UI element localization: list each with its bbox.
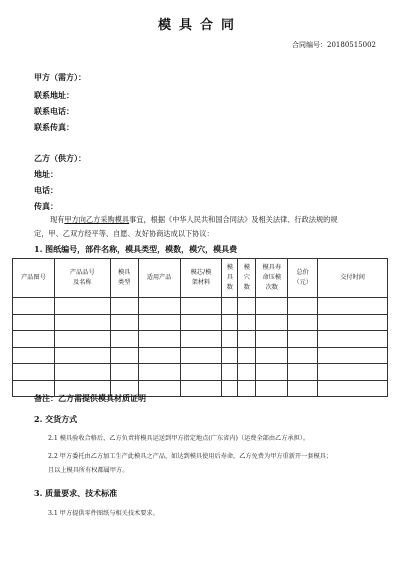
mold-table [12, 258, 388, 397]
table-cell [288, 331, 318, 348]
party-b-name: 乙方（供方）： [34, 153, 86, 163]
table-header-cell [13, 259, 55, 298]
table-header-text: 交付时间 [340, 274, 365, 281]
table-cell [54, 331, 110, 348]
table-header-cell [138, 259, 180, 298]
clause-3-1: 3.1 甲方提供零件图纸与相关技术要求。 [48, 510, 159, 517]
table-cell [180, 298, 222, 315]
contract-number: 合同编号：20180515002 [292, 41, 376, 49]
table-cell [138, 364, 180, 381]
table-header-text: （元） [293, 279, 312, 286]
table-header-text: 次数 [265, 284, 278, 291]
table-header-text: 产品品号 [69, 269, 95, 276]
section-3-heading: 3. 质量要求、技术标准 [34, 488, 118, 498]
table-cell [256, 298, 288, 315]
table-cell [110, 314, 138, 331]
table-cell [318, 298, 388, 315]
table-cell [138, 298, 180, 315]
table-header-text: 及名称 [73, 279, 92, 286]
table-cell [180, 364, 222, 381]
table-header-text: 数 [243, 284, 250, 291]
table-cell [222, 331, 238, 348]
table-cell [222, 314, 238, 331]
table-cell [222, 298, 238, 315]
party-b-fax: 传真： [34, 201, 58, 211]
table-header-cell [256, 259, 288, 298]
table-header-cell [318, 259, 388, 298]
table-row [13, 347, 388, 364]
table-header-text: 具 [226, 274, 233, 281]
table-cell [138, 331, 180, 348]
table-cell [13, 364, 55, 381]
table-row [13, 298, 388, 315]
table-header-text: 模具 [117, 269, 131, 276]
table-cell [13, 347, 55, 364]
table-cell [222, 347, 238, 364]
table-header-cell [180, 259, 222, 298]
party-a-phone: 联系电话： [34, 106, 74, 116]
table-cell [222, 380, 238, 397]
table-cell [288, 380, 318, 397]
table-cell [54, 347, 110, 364]
table-header-cell [222, 259, 238, 298]
table-row [13, 364, 388, 381]
table-cell [54, 298, 110, 315]
table-header-text: 命压模 [262, 274, 282, 281]
table-cell [138, 314, 180, 331]
table-header-text: 穴 [243, 274, 250, 281]
table-cell [238, 314, 256, 331]
table-cell [13, 331, 55, 348]
table-header-text: 产品图号 [21, 274, 46, 281]
table-cell [54, 314, 110, 331]
table-row [13, 314, 388, 331]
table-header-cell [54, 259, 110, 298]
clause-2-2-line-2: 且以上模具所有权都属甲方。 [48, 467, 129, 474]
table-cell [256, 314, 288, 331]
table-cell [110, 364, 138, 381]
table-cell [222, 364, 238, 381]
table-cell [256, 380, 288, 397]
table-cell [110, 331, 138, 348]
table-cell [288, 364, 318, 381]
table-row [13, 331, 388, 348]
table-header-text: 模具寿 [262, 264, 282, 271]
table-header-text: 类型 [117, 279, 131, 286]
table-header-cell [110, 259, 138, 298]
table-header-text: 模 [243, 264, 250, 271]
table-cell [238, 364, 256, 381]
table-cell [180, 347, 222, 364]
party-b-phone: 电话： [34, 185, 58, 195]
clause-2-2-line-1: 2.2 甲方委托由乙方加工生产此模具之产品，如达到模具使用后寿命，乙方免费为甲方重新开一套模具； [48, 453, 333, 460]
section-2-heading: 2. 交货方式 [34, 414, 78, 424]
table-header-text: 适用产品 [146, 274, 172, 281]
table-cell [318, 331, 388, 348]
table-header-text: 总价 [296, 269, 309, 276]
table-cell [13, 314, 55, 331]
section-1-heading: 1. 图纸编号，部件名称，模具类型，模数，模穴，模具费 [34, 244, 238, 254]
intro-line-2: 定，甲、乙双方经平等、自愿、友好协商达成以下协议： [34, 229, 214, 238]
table-cell [318, 347, 388, 364]
table-cell [138, 347, 180, 364]
party-a-name: 甲方（需方）： [34, 72, 86, 82]
clause-2-1: 2.1 模具验收合格后，乙方负责将模具运送到甲方指定地点(广东省内)（运费全部由乙方承担）。 [48, 435, 310, 442]
table-header-cell [238, 259, 256, 298]
table-cell [288, 298, 318, 315]
table-cell [256, 331, 288, 348]
table-header-text: 架材料 [191, 279, 211, 286]
table-cell [180, 331, 222, 348]
table-cell [238, 380, 256, 397]
table-header-row [13, 259, 388, 298]
table-cell [318, 314, 388, 331]
table-cell [180, 380, 222, 397]
table-cell [13, 298, 55, 315]
table-cell [54, 364, 110, 381]
contract-title: 模具合同 [157, 18, 242, 33]
table-cell [238, 331, 256, 348]
table-cell [256, 364, 288, 381]
table-cell [238, 298, 256, 315]
table-cell [256, 347, 288, 364]
table-cell [288, 347, 318, 364]
table-cell [110, 298, 138, 315]
intro-line-1: 现有甲方向乙方采购模具事宜，根据《中华人民共和国合同法》及相关法律、行政法规的规 [50, 215, 338, 224]
table-header-text: 模芯/模 [190, 269, 212, 276]
table-cell [180, 314, 222, 331]
intro-underlined: 甲方向乙方采购模具 [64, 215, 130, 224]
table-cell [288, 314, 318, 331]
table-note: 备注：乙方需提供模具材质证明 [34, 393, 146, 403]
party-a-address: 联系地址： [34, 90, 74, 100]
table-cell [110, 347, 138, 364]
table-cell [318, 364, 388, 381]
party-a-fax: 联系传真： [34, 122, 74, 132]
table-cell [238, 347, 256, 364]
table-header-cell [288, 259, 318, 298]
table-header-text: 模 [226, 264, 233, 271]
party-b-address: 地址： [34, 169, 58, 179]
table-cell [318, 380, 388, 397]
table-header-text: 数 [226, 284, 233, 291]
